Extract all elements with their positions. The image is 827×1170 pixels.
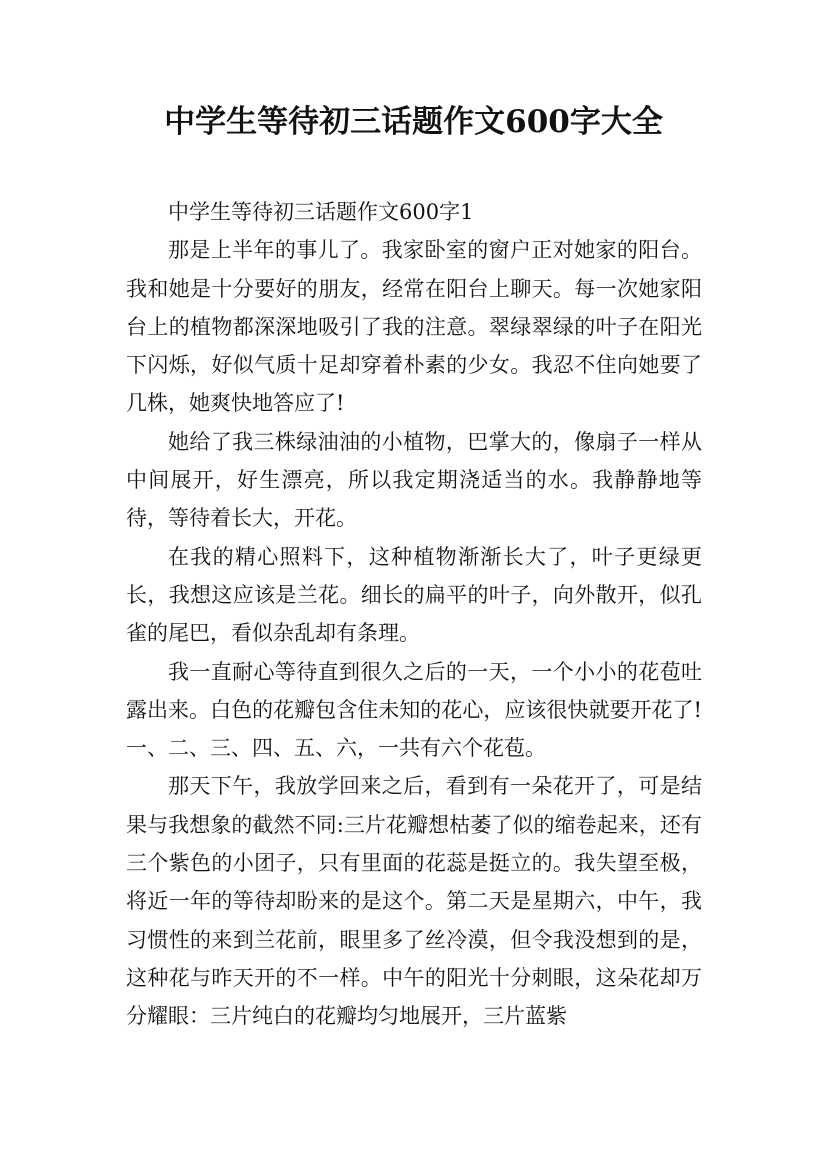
document-body: [126, 193, 702, 1036]
paragraph: 她给了我三株绿油油的小植物，巴掌大的，像扇子一样从中间展开，好生漂亮，所以我定期浇适当的水。我静静地等待，等待着长大，开花。: [126, 429, 702, 531]
paragraph: 在我的精心照料下，这种植物渐渐长大了，叶子更绿更长，我想这应该是兰花。细长的扁平的叶子，向外散开，似孔雀的尾巴，看似杂乱却有条理。: [126, 544, 702, 646]
document-title: 中学生等待初三话题作文600字大全: [164, 104, 663, 140]
essay-subtitle: 中学生等待初三话题作文600字1: [168, 200, 474, 224]
paragraph: 我一直耐心等待直到很久之后的一天，一个小小的花苞吐露出来。白色的花瓣包含住未知的花心，应该很快就要开花了!一、二、三、四、五、六，一共有六个花苞。: [126, 659, 702, 761]
paragraph: 那是上半年的事儿了。我家卧室的窗户正对她家的阳台。我和她是十分要好的朋友，经常在阳台上聊天。每一次她家阳台上的植物都深深地吸引了我的注意。翠绿翠绿的叶子在阳光下闪烁，好似气质十足却穿着朴素的少女。我忍不住向她要了几株，她爽快地答应了!: [126, 238, 702, 416]
paragraph: 那天下午，我放学回来之后，看到有一朵花开了，可是结果与我想象的截然不同:三片花瓣想枯萎了似的缩卷起来，还有三个紫色的小团子，只有里面的花蕊是挺立的。我失望至极，将近一年的等待却盼来的是这个。第二天是星期六，中午，我习惯性的来到兰花前，眼里多了丝冷漠，但令我没想到的是，这种花与昨天开的不一样。中午的阳光十分刺眼，这朵花却万分耀眼：三片纯白的花瓣均匀地展开，三片蓝紫: [126, 774, 702, 1029]
